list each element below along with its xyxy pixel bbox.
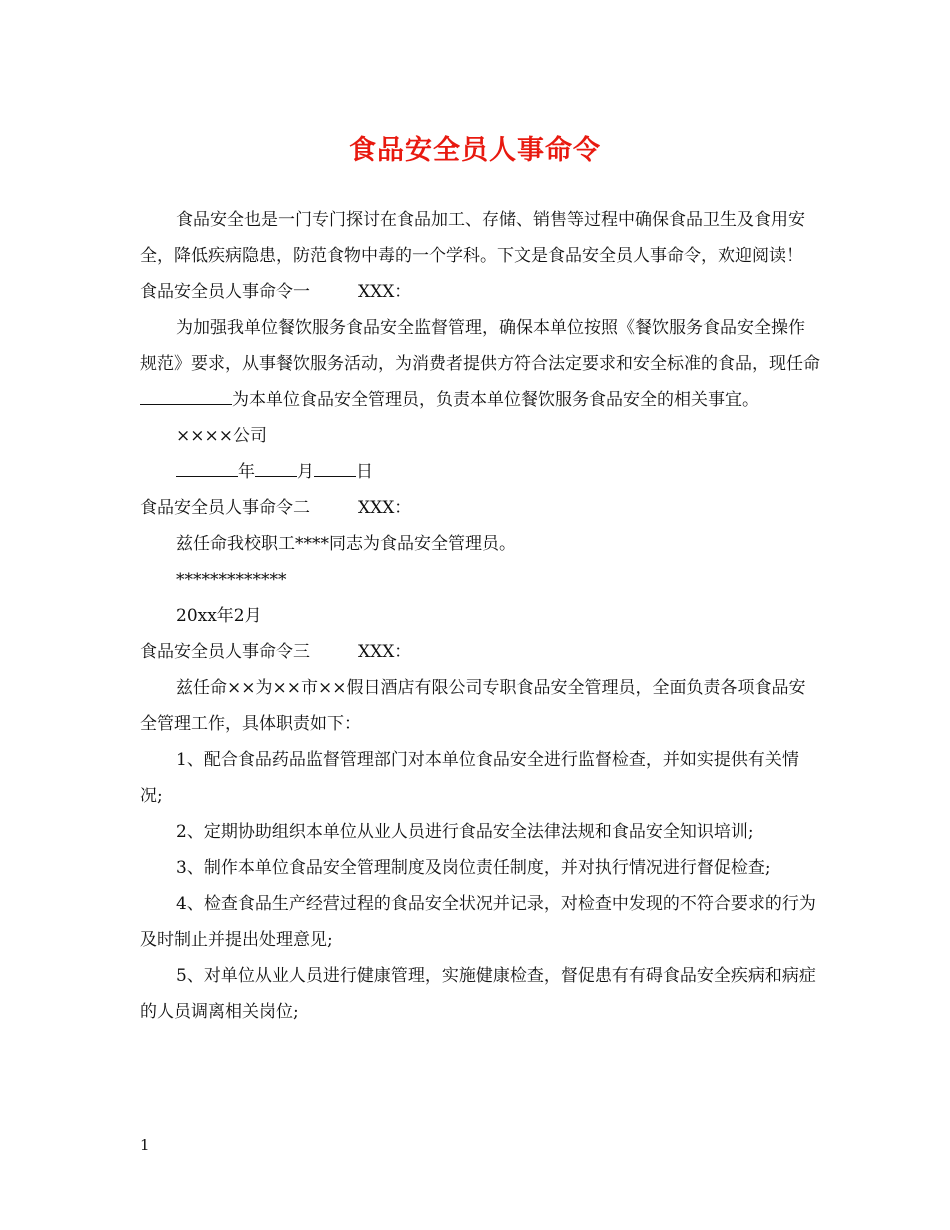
month-label: 月 bbox=[297, 462, 314, 482]
order3-heading-line bbox=[140, 634, 820, 670]
order1-body bbox=[140, 310, 820, 418]
order2-body: 兹任命我校职工****同志为食品安全管理员。 bbox=[176, 534, 516, 554]
order2-heading: 食品安全员人事命令二 bbox=[140, 498, 310, 518]
duty-item: 3、制作本单位食品安全管理制度及岗位责任制度，并对执行情况进行督促检查; bbox=[176, 858, 771, 878]
order1-body-before: 为加强我单位餐饮服务食品安全监督管理，确保本单位按照《餐饮服务食品安全操作规范》要求，从事餐饮服务活动，为消费者提供方符合法定要求和安全标准的食品，现任命 bbox=[140, 318, 820, 374]
order1-date bbox=[140, 454, 820, 490]
day-label: 日 bbox=[356, 462, 373, 482]
order2-heading-line bbox=[140, 490, 820, 526]
page-title: 食品安全员人事命令 bbox=[349, 135, 601, 166]
order2-signature: ************* bbox=[176, 570, 287, 590]
order1-heading: 食品安全员人事命令一 bbox=[140, 282, 310, 302]
order2-addressee: XXX： bbox=[358, 498, 412, 518]
page-number: 1 bbox=[140, 1136, 150, 1154]
order1-body-after: 为本单位食品安全管理员，负责本单位餐饮服务食品安全的相关事宜。 bbox=[232, 390, 759, 410]
duty-item: 2、定期协助组织本单位从业人员进行食品安全法律法规和食品安全知识培训; bbox=[176, 822, 754, 842]
order1-heading-line bbox=[140, 274, 820, 310]
year-blank bbox=[176, 458, 238, 477]
duty-item: 5、对单位从业人员进行健康管理，实施健康检查，督促患有有碍食品安全疾病和病症的人员调离相关岗位; bbox=[140, 966, 816, 1022]
duty-item: 1、配合食品药品监督管理部门对本单位食品安全进行监督检查，并如实提供有关情况; bbox=[140, 750, 799, 806]
year-label: 年 bbox=[238, 462, 255, 482]
duty-item: 4、检查食品生产经营过程的食品安全状况并记录，对检查中发现的不符合要求的行为及时制止并提出处理意见; bbox=[140, 894, 816, 950]
document-body bbox=[140, 202, 820, 1030]
day-blank bbox=[314, 458, 356, 477]
order3-body: 兹任命××为××市××假日酒店有限公司专职食品安全管理员，全面负责各项食品安全管理工作，具体职责如下： bbox=[140, 678, 806, 734]
order1-addressee: XXX： bbox=[358, 282, 412, 302]
order3-addressee: XXX： bbox=[358, 642, 412, 662]
intro-paragraph: 食品安全也是一门专门探讨在食品加工、存储、销售等过程中确保食品卫生及食用安全，降低疾病隐患，防范食物中毒的一个学科。下文是食品安全员人事命令，欢迎阅读！ bbox=[140, 210, 805, 266]
order1-company: ××××公司 bbox=[176, 426, 267, 446]
order3-heading: 食品安全员人事命令三 bbox=[140, 642, 310, 662]
order2-date: 20xx年2月 bbox=[176, 606, 262, 626]
appointee-blank bbox=[140, 386, 232, 405]
month-blank bbox=[255, 458, 297, 477]
